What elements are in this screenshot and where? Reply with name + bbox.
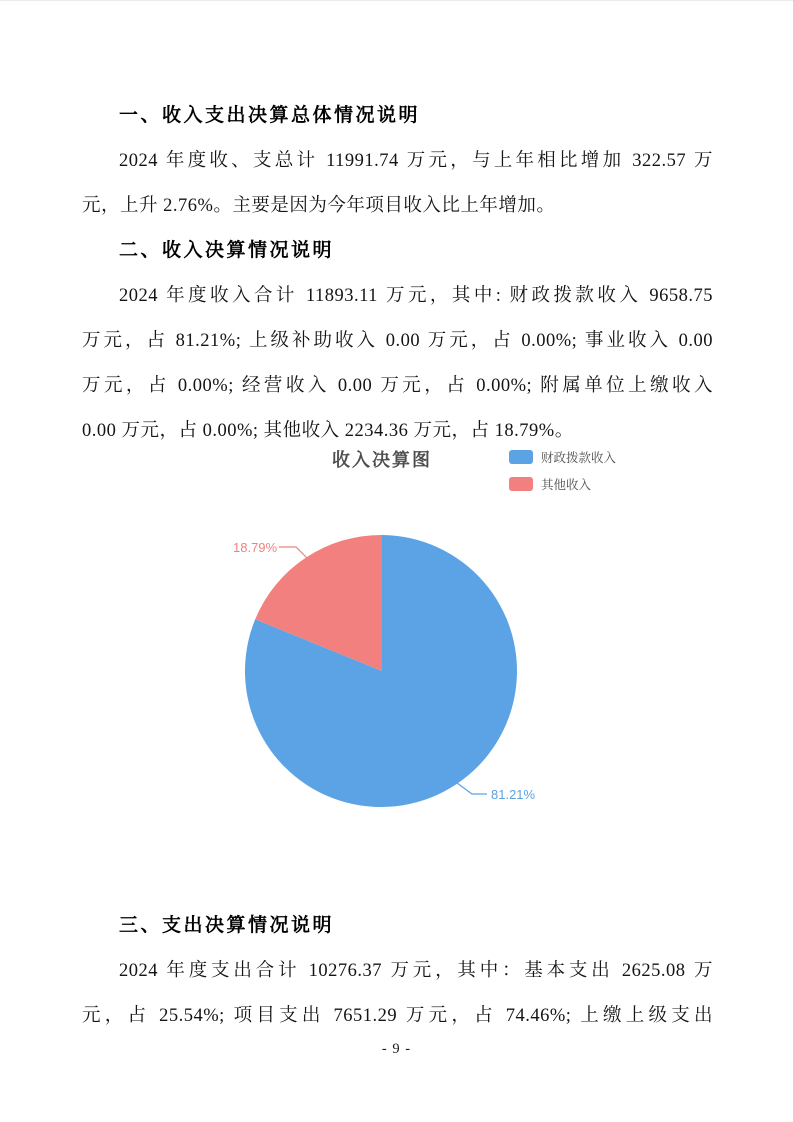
leader-line-fiscal bbox=[457, 783, 487, 794]
paragraph-expenditure bbox=[82, 949, 713, 1039]
paragraph-line: 元，占 25.54%; 项目支出 7651.29 万元，占 74.46%; 上缴上级支出 bbox=[82, 1006, 713, 1026]
paragraph-line: 元，上升 2.76%。主要是因为今年项目收入比上年增加。 bbox=[82, 196, 556, 216]
chart-title: 收入决算图 bbox=[332, 450, 432, 470]
paragraph-line: 2024 年度收、支总计 11991.74 万元，与上年相比增加 322.57 万 bbox=[119, 151, 713, 171]
pie-chart-svg bbox=[0, 441, 793, 881]
paragraph-line: 0.00 万元，占 0.00%; 其他收入 2234.36 万元，占 18.79%。 bbox=[82, 421, 574, 441]
paragraph-line: 2024 年度支出合计 10276.37 万元，其中：基本支出 2625.08 万 bbox=[119, 961, 713, 981]
paragraph-line: 万元，占 0.00%; 经营收入 0.00 万元，占 0.00%; 附属单位上缴收入 bbox=[82, 376, 713, 396]
paragraph-revenue bbox=[82, 274, 713, 454]
section-heading-expenditure: 三、支出决算情况说明 bbox=[119, 915, 335, 936]
paragraph-line: 2024 年度收入合计 11893.11 万元，其中: 财政拨款收入 9658.75 bbox=[119, 286, 713, 306]
pie-label-fiscal-percent: 81.21% bbox=[491, 787, 536, 802]
section-heading-overall: 一、收入支出决算总体情况说明 bbox=[119, 105, 421, 126]
legend-label-fiscal: 财政拨款收入 bbox=[541, 451, 617, 465]
page-number: - 9 - bbox=[381, 1041, 412, 1057]
paragraph-line: 万元，占 81.21%; 上级补助收入 0.00 万元，占 0.00%; 事业收入 0.00 bbox=[82, 331, 713, 351]
paragraph-overall bbox=[82, 139, 713, 229]
revenue-pie-chart bbox=[0, 441, 793, 881]
section-heading-revenue: 二、收入决算情况说明 bbox=[119, 240, 335, 261]
legend-label-other: 其他收入 bbox=[541, 478, 592, 492]
pie-label-other-percent: 18.79% bbox=[233, 540, 278, 555]
